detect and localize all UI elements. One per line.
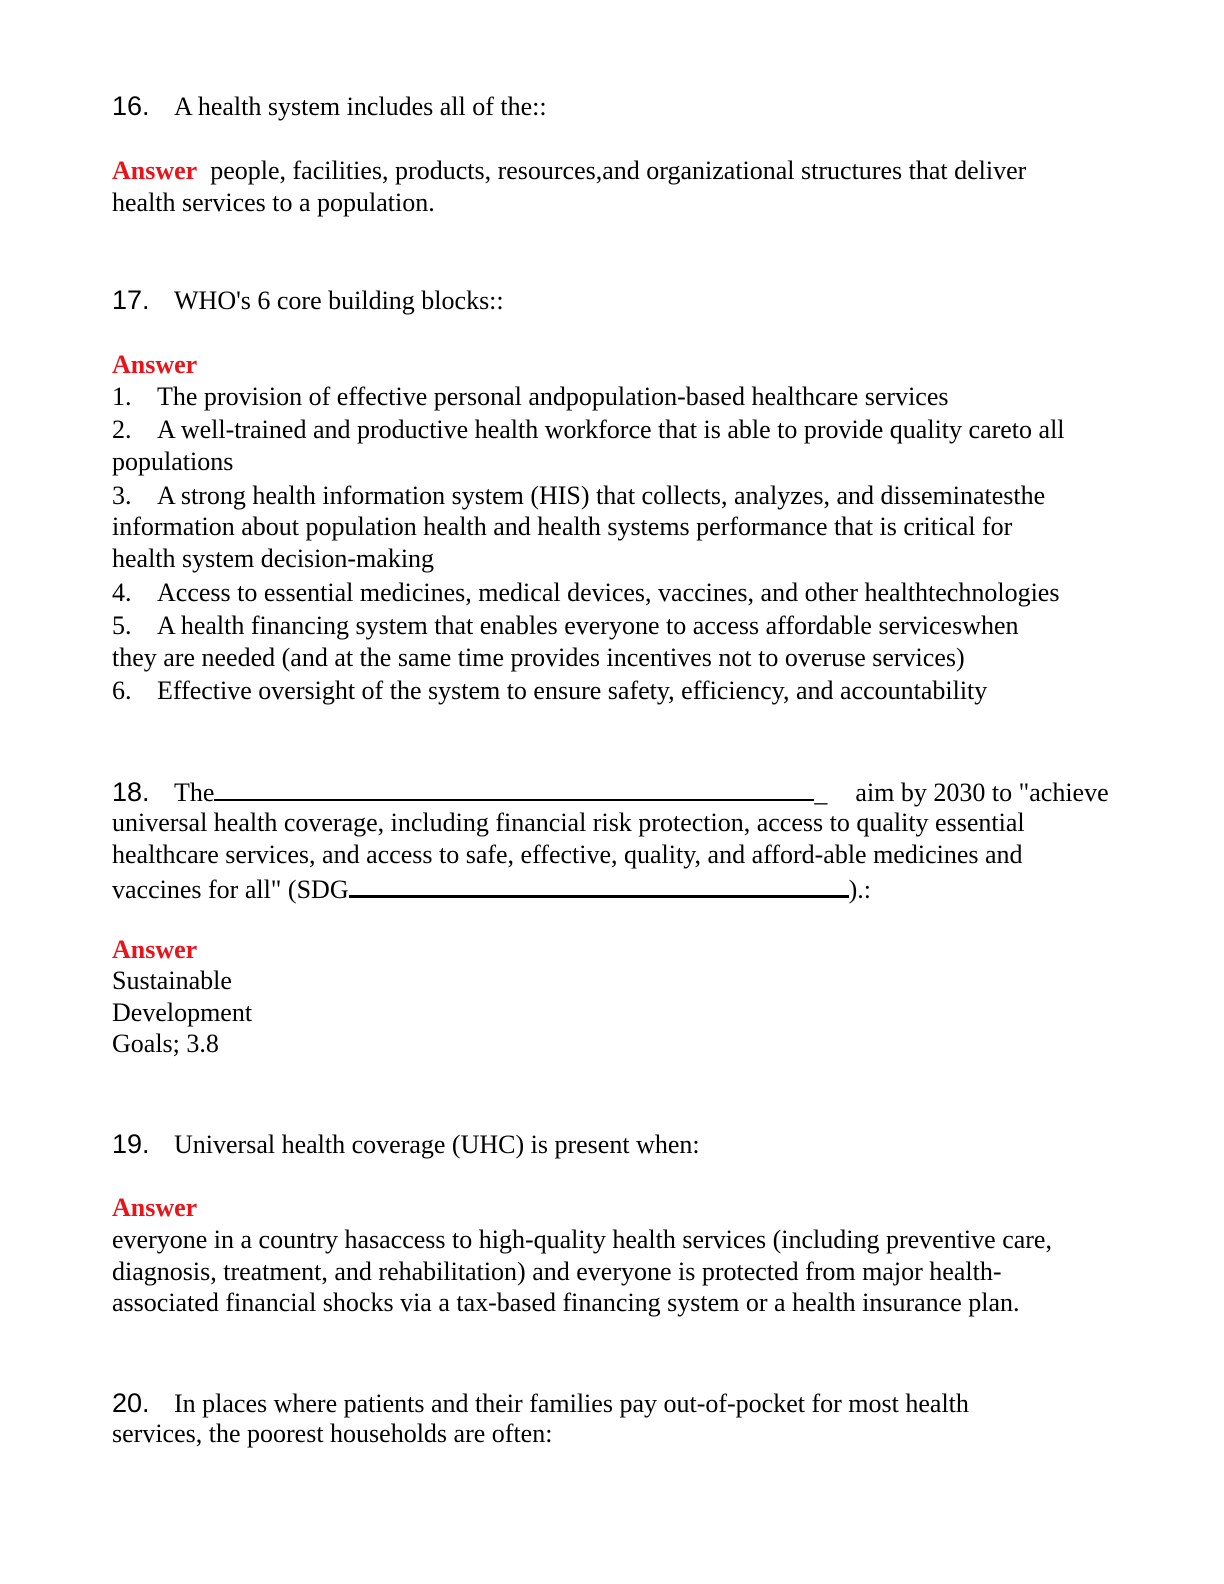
list-item-number: 1. (112, 382, 132, 411)
question-number: 16. (112, 91, 150, 121)
question-number: 18. (112, 777, 150, 807)
answer-label: Answer (112, 1193, 198, 1222)
list-item (112, 675, 987, 707)
list-item (112, 480, 1045, 512)
question-prompt: Universal health coverage (UHC) is present when: (174, 1130, 700, 1159)
answer-16-line-2: health services to a population. (112, 188, 435, 217)
answer-18-line-3: Goals; 3.8 (112, 1029, 219, 1058)
list-item-number: 3. (112, 481, 132, 510)
fill-in-blank (214, 775, 814, 801)
question-prompt: WHO's 6 core building blocks:: (174, 286, 504, 315)
blank-tail: _ (814, 778, 828, 807)
list-item-text: A strong health information system (HIS) that collects, analyzes, and disseminatesthe (157, 481, 1046, 510)
list-item-number: 6. (112, 676, 132, 705)
question-18-line-4-start: vaccines for all" (SDG (112, 875, 349, 904)
question-18-line-3: healthcare services, and access to safe, effective, quality, and afford-able medicines and (112, 840, 1023, 869)
list-item (112, 414, 1065, 446)
question-20-line-2: services, the poorest households are often: (112, 1419, 553, 1448)
list-item (112, 381, 949, 413)
list-item-text: A health financing system that enables everyone to access affordable serviceswhen (157, 611, 1019, 640)
list-item-continuation: health system decision-making (112, 544, 435, 573)
sdg-number-blank (349, 871, 849, 898)
question-number: 19. (112, 1129, 150, 1159)
list-item-text: A well-trained and productive health workforce that is able to provide quality careto all (157, 415, 1065, 444)
question-number: 20. (112, 1388, 150, 1418)
list-item-text: Access to essential medicines, medical devices, vaccines, and other healthtechnologies (157, 578, 1060, 607)
answer-18-line-2: Development (112, 998, 253, 1027)
list-item (112, 610, 1019, 642)
list-item-text: The provision of effective personal andpopulation-based healthcare services (157, 382, 949, 411)
question-18-line-2: universal health coverage, including financial risk protection, access to quality essential (112, 808, 1025, 837)
list-item-continuation: they are needed (and at the same time provides incentives not to overuse services) (112, 643, 965, 672)
list-item-text: Effective oversight of the system to ensure safety, efficiency, and accountability (157, 676, 988, 705)
question-18 (112, 775, 1109, 809)
question-20 (112, 1387, 969, 1420)
question-number: 17. (112, 285, 150, 315)
answer-19-line-1: everyone in a country hasaccess to high-quality health services (including preventive care, (112, 1225, 1052, 1254)
list-item-continuation: populations (112, 447, 234, 476)
question-18-line-4-end: ).: (848, 875, 871, 904)
answer-label: Answer (112, 350, 198, 379)
answer-16-line-1 (112, 155, 1026, 187)
question-16 (112, 90, 547, 123)
question-prompt-start: The (174, 778, 215, 807)
list-item (112, 577, 1059, 609)
list-item-number: 5. (112, 611, 132, 640)
question-prompt: A health system includes all of the:: (174, 92, 547, 121)
answer-18-line-1: Sustainable (112, 966, 232, 995)
question-17 (112, 284, 504, 317)
answer-label: Answer (112, 156, 198, 185)
answer-text: people, facilities, products, resources,and organizational structures that deliver (210, 156, 1027, 185)
list-item-number: 2. (112, 415, 132, 444)
answer-19-line-2: diagnosis, treatment, and rehabilitation) and everyone is protected from major health- (112, 1257, 1002, 1286)
answer-label: Answer (112, 935, 198, 964)
question-19 (112, 1128, 700, 1161)
question-prompt: In places where patients and their families pay out-of-pocket for most health (174, 1389, 969, 1418)
list-item-continuation: information about population health and health systems performance that is critical for (112, 512, 1013, 541)
question-prompt-after-blank: aim by 2030 to "achieve (855, 778, 1109, 807)
question-18-line-4 (112, 871, 871, 906)
answer-19-line-3: associated financial shocks via a tax-based financing system or a health insurance plan. (112, 1288, 1020, 1317)
list-item-number: 4. (112, 578, 132, 607)
